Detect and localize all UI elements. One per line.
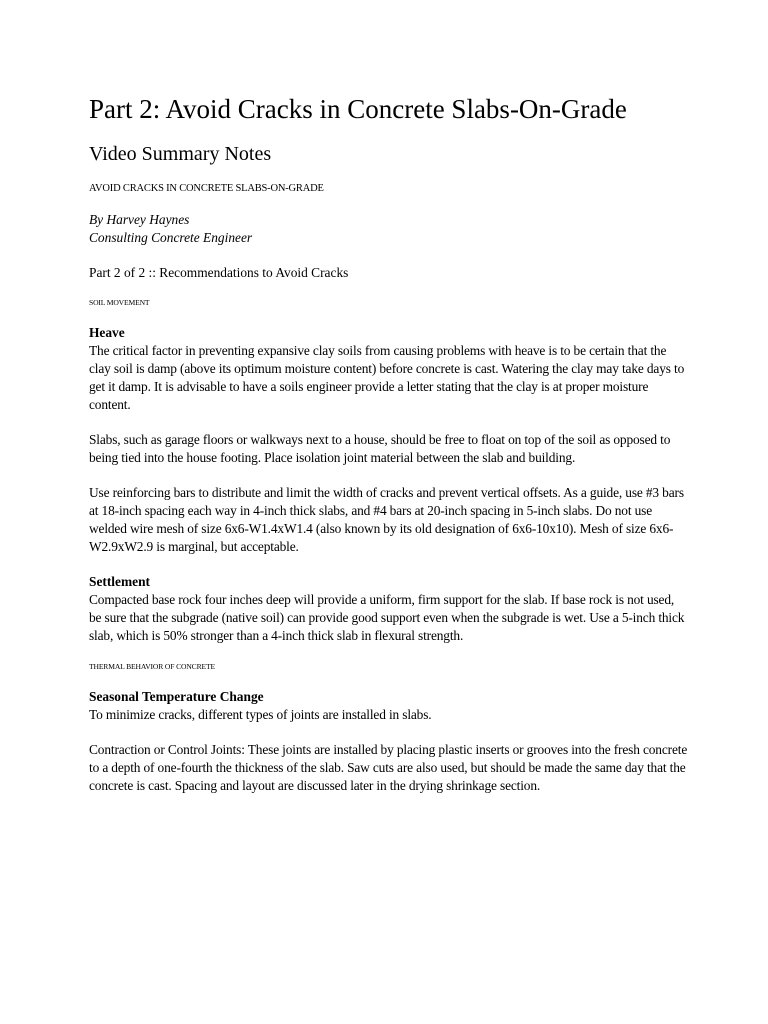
- paragraph-heave-3: Use reinforcing bars to distribute and limit the width of cracks and prevent vertical offsets. As a guide, use #3 bars at 18-inch spacing each way in 4-inch thick slabs, and #4 bars at 20-inch spacing in 5-inch slabs. Do not use welded wire mesh of size 6x6-W1.4xW1.4 (also known by its old designation of 6x6-10x10). Mesh of size 6x6-W2.9xW2.9 is marginal, but acceptable.: [89, 485, 684, 554]
- paragraph-settlement-1: Compacted base rock four inches deep will provide a uniform, firm support for the slab. If base rock is not used, be sure that the subgrade (native soil) can provide good support even when the subgrade is wet. Use a 5-inch thick slab, which is 50% stronger than a 4-inch thick slab in flexural strength.: [89, 592, 685, 643]
- subheading-heave: Heave: [89, 325, 125, 340]
- page-title: Part 2: Avoid Cracks in Concrete Slabs-On-Grade: [89, 94, 627, 124]
- subheading-settlement: Settlement: [89, 574, 150, 589]
- byline: [89, 211, 689, 247]
- author-role: Consulting Concrete Engineer: [89, 230, 253, 245]
- page-subtitle: Video Summary Notes: [89, 143, 272, 165]
- author-name: By Harvey Haynes: [89, 212, 190, 227]
- section-label-thermal-behavior: THERMAL BEHAVIOR OF CONCRETE: [89, 662, 215, 671]
- paragraph-heave-1: The critical factor in preventing expansive clay soils from causing problems with heave is to be certain that the clay soil is damp (above its optimum moisture content) before concrete is cast. Watering the clay may take days to get it damp. It is advisable to have a soils engineer provide a letter stating that the clay is at proper moisture content.: [89, 343, 685, 412]
- part-line: Part 2 of 2 :: Recommendations to Avoid Cracks: [89, 265, 349, 280]
- paragraph-seasonal-1: To minimize cracks, different types of joints are installed in slabs.: [89, 707, 432, 722]
- document-page: [89, 92, 689, 795]
- section-label-soil-movement: SOIL MOVEMENT: [89, 298, 150, 307]
- paragraph-heave-2: Slabs, such as garage floors or walkways next to a house, should be free to float on top of the soil as opposed to being tied into the house footing. Place isolation joint material between the slab and building.: [89, 432, 671, 465]
- paragraph-seasonal-2: Contraction or Control Joints: These joints are installed by placing plastic inserts or grooves into the fresh concrete to a depth of one-fourth the thickness of the slab. Saw cuts are also used, but should be made the same day that the concrete is cast. Spacing and layout are discussed later in the drying shrinkage section.: [89, 742, 688, 793]
- caps-heading: AVOID CRACKS IN CONCRETE SLABS-ON-GRADE: [89, 183, 324, 194]
- subheading-seasonal-temperature: Seasonal Temperature Change: [89, 689, 264, 704]
